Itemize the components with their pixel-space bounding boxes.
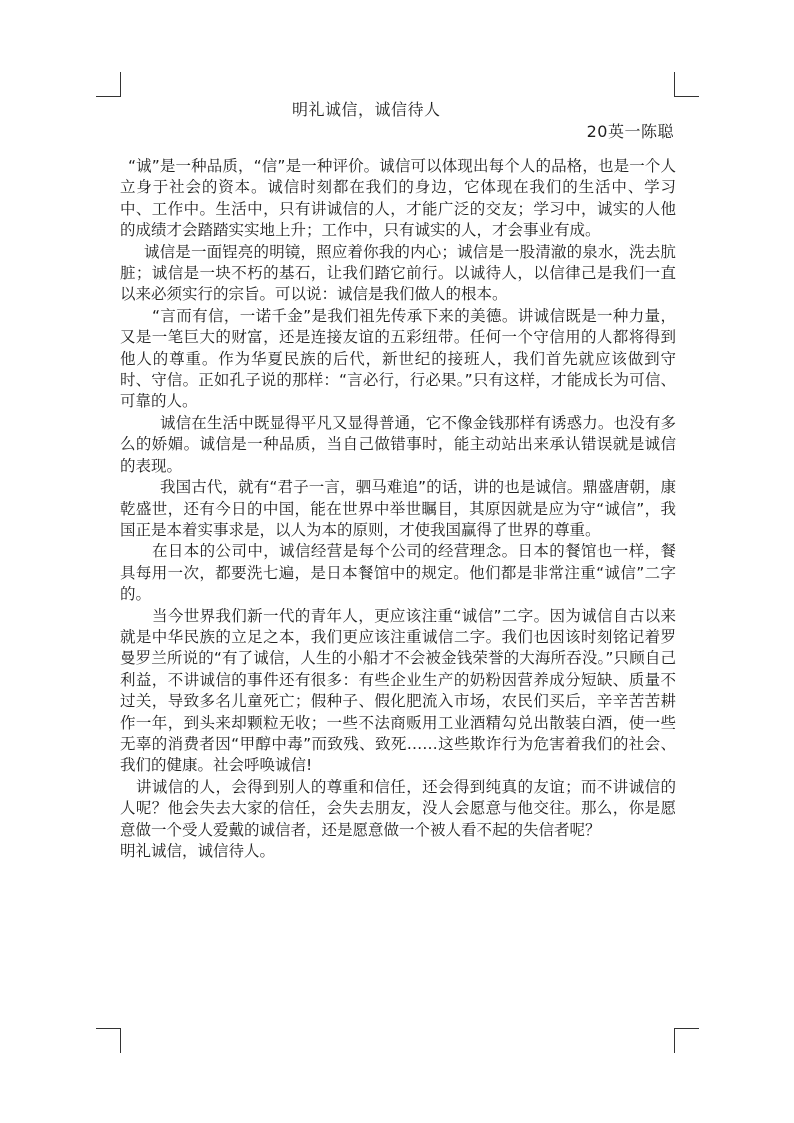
- paragraph-2: 诚信是一面锃亮的明镜，照应着你我的内心；诚信是一股清澈的泉水，洗去肮脏；诚信是一块不朽的基石，让我们踏它前行。以诚待人，以信律己是我们一直以来必须实行的宗旨。可以说：诚信是我们做人的根本。: [120, 242, 676, 304]
- crop-mark-top-left: [96, 72, 121, 97]
- paragraph-5: 我国古代，就有“君子一言，驷马难追”的话，讲的也是诚信。鼎盛唐朝，康乾盛世，还有今日的中国，能在世界中举世瞩目，其原因就是应为守“诚信”，我国正是本着实事求是，以人为本的原则，才使我国赢得了世界的尊重。: [120, 478, 676, 539]
- paragraph-closing: 明礼诚信，诚信待人。: [120, 842, 276, 860]
- document-author: 20英一陈聪: [586, 122, 674, 141]
- paragraph-8: 讲诚信的人，会得到别人的尊重和信任，还会得到纯真的友谊；而不讲诚信的人呢？他会失去大家的信任，会失去朋友，没人会愿意与他交往。那么，你是愿意做一个受人爱戴的诚信者，还是愿意做一个被人看不起的失信者呢？: [120, 777, 676, 839]
- crop-mark-bottom-left: [96, 1028, 121, 1053]
- paragraph-6: 在日本的公司中，诚信经营是每个公司的经营理念。日本的餐馆也一样，餐具每用一次，都要洗七遍，是日本餐馆中的规定。他们都是非常注重“诚信”二字的。: [120, 542, 676, 604]
- crop-mark-bottom-right: [674, 1028, 699, 1053]
- document-title: 明礼诚信，诚信待人: [292, 100, 441, 119]
- paragraph-7: 当今世界我们新一代的青年人，更应该注重“诚信”二字。因为诚信自古以来就是中华民族的立足之本，我们更应该注重诚信二字。我们也因该时刻铭记着罗曼罗兰所说的“有了诚信，人生的小船才不会被金钱荣誉的大海所吞没。”只顾自己利益，不讲诚信的事件还有很多：有些企业生产的奶粉因营养成分短缺、质量不过关，导致多名儿童死亡；假种子、假化肥流入市场，农民们买后，辛辛苦苦耕作一年，到头来却颗粒无收；一些不法商贩用工业酒精勾兑出散装白酒，使一些无辜的消费者因“甲醇中毒”而致残、致死……这些欺诈行为危害着我们的社会、我们的健康。社会呼唤诚信!: [120, 606, 676, 775]
- document-body: [120, 156, 676, 862]
- paragraph-4: 诚信在生活中既显得平凡又显得普通，它不像金钱那样有诱惑力。也没有多么的娇媚。诚信是一种品质，当自己做错事时，能主动站出来承认错误就是诚信的表现。: [120, 413, 676, 475]
- paragraph-3: “言而有信，一诺千金”是我们祖先传承下来的美德。讲诚信既是一种力量，又是一笔巨大的财富，还是连接友谊的五彩纽带。任何一个守信用的人都将得到他人的尊重。作为华夏民族的后代，新世纪的接班人，我们首先就应该做到守时、守信。正如孔子说的那样：“言必行，行必果。”只有这样，才能成长为可信、可靠的人。: [120, 306, 676, 411]
- paragraph-1: “诚”是一种品质，“信”是一种评价。诚信可以体现出每个人的品格，也是一个人立身于社会的资本。诚信时刻都在我们的身边，它体现在我们的生活中、学习中、工作中。生活中，只有讲诚信的人，才能广泛的交友；学习中，诚实的人他的成绩才会踏踏实实地上升；工作中，只有诚实的人，才会事业有成。: [120, 157, 676, 240]
- crop-mark-top-right: [674, 72, 699, 97]
